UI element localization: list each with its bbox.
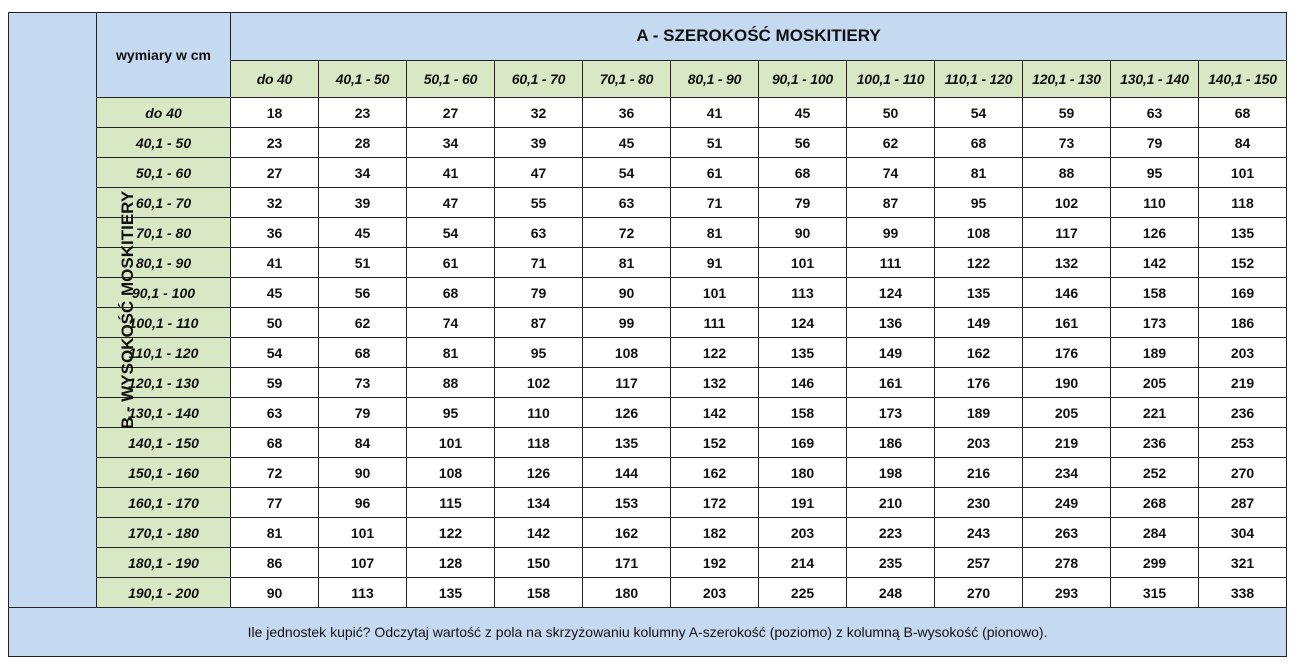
height-title: B - WYSOKOŚĆ MOSKITIERY <box>118 190 138 430</box>
table-cell: 81 <box>935 158 1023 188</box>
table-row <box>9 428 1287 458</box>
table-cell: 95 <box>1111 158 1199 188</box>
table-cell: 45 <box>759 98 847 128</box>
table-cell: 186 <box>847 428 935 458</box>
table-cell: 28 <box>319 128 407 158</box>
row-header: 40,1 - 50 <box>97 128 231 158</box>
table-cell: 189 <box>935 398 1023 428</box>
table-cell: 169 <box>1199 278 1287 308</box>
table-cell: 142 <box>1111 248 1199 278</box>
table-cell: 51 <box>671 128 759 158</box>
table-cell: 108 <box>935 218 1023 248</box>
table-cell: 81 <box>671 218 759 248</box>
table-row <box>9 548 1287 578</box>
table-cell: 263 <box>1023 518 1111 548</box>
row-header: 50,1 - 60 <box>97 158 231 188</box>
table-cell: 149 <box>935 308 1023 338</box>
table-cell: 72 <box>231 458 319 488</box>
table-cell: 219 <box>1023 428 1111 458</box>
table-cell: 96 <box>319 488 407 518</box>
row-header: 100,1 - 110 <box>97 308 231 338</box>
table-cell: 79 <box>319 398 407 428</box>
table-cell: 87 <box>847 188 935 218</box>
table-cell: 278 <box>1023 548 1111 578</box>
table-row <box>9 308 1287 338</box>
table-row <box>9 218 1287 248</box>
table-cell: 225 <box>759 578 847 608</box>
table-cell: 115 <box>407 488 495 518</box>
table-cell: 54 <box>407 218 495 248</box>
table-cell: 189 <box>1111 338 1199 368</box>
table-cell: 132 <box>671 368 759 398</box>
table-row <box>9 458 1287 488</box>
table-row <box>9 518 1287 548</box>
table-cell: 59 <box>1023 98 1111 128</box>
table-cell: 34 <box>319 158 407 188</box>
table-cell: 99 <box>847 218 935 248</box>
table-cell: 192 <box>671 548 759 578</box>
table-cell: 54 <box>583 158 671 188</box>
table-cell: 257 <box>935 548 1023 578</box>
table-cell: 135 <box>1199 218 1287 248</box>
table-cell: 32 <box>495 98 583 128</box>
table-cell: 144 <box>583 458 671 488</box>
table-cell: 158 <box>759 398 847 428</box>
row-header: 160,1 - 170 <box>97 488 231 518</box>
table-cell: 90 <box>319 458 407 488</box>
table-cell: 84 <box>319 428 407 458</box>
table-cell: 23 <box>319 98 407 128</box>
table-cell: 68 <box>759 158 847 188</box>
footer-row <box>9 608 1287 657</box>
table-cell: 287 <box>1199 488 1287 518</box>
table-cell: 79 <box>495 278 583 308</box>
table-cell: 111 <box>671 308 759 338</box>
table-cell: 142 <box>495 518 583 548</box>
table-cell: 128 <box>407 548 495 578</box>
table-cell: 90 <box>583 278 671 308</box>
table-row <box>9 188 1287 218</box>
row-header: 190,1 - 200 <box>97 578 231 608</box>
table-cell: 27 <box>231 158 319 188</box>
table-cell: 113 <box>759 278 847 308</box>
footer-note: Ile jednostek kupić? Odczytaj wartość z pola na skrzyżowaniu kolumny A-szerokość (poziomo) z kolumną B-wysokość (pionowo). <box>9 608 1287 657</box>
row-header: 110,1 - 120 <box>97 338 231 368</box>
table-cell: 210 <box>847 488 935 518</box>
table-cell: 87 <box>495 308 583 338</box>
column-header: 100,1 - 110 <box>847 60 935 97</box>
table-cell: 161 <box>847 368 935 398</box>
table-cell: 223 <box>847 518 935 548</box>
table-cell: 191 <box>759 488 847 518</box>
table-cell: 39 <box>319 188 407 218</box>
table-cell: 338 <box>1199 578 1287 608</box>
table-cell: 243 <box>935 518 1023 548</box>
table-cell: 122 <box>935 248 1023 278</box>
table-cell: 169 <box>759 428 847 458</box>
table-cell: 219 <box>1199 368 1287 398</box>
table-cell: 321 <box>1199 548 1287 578</box>
column-header: 140,1 - 150 <box>1199 60 1287 97</box>
table-cell: 74 <box>847 158 935 188</box>
corner-label: wymiary w cm <box>97 13 231 98</box>
table-cell: 61 <box>407 248 495 278</box>
table-cell: 88 <box>407 368 495 398</box>
table-row <box>9 98 1287 128</box>
table-cell: 68 <box>319 338 407 368</box>
column-header: 80,1 - 90 <box>671 60 759 97</box>
table-cell: 18 <box>231 98 319 128</box>
table-cell: 149 <box>847 338 935 368</box>
table-cell: 122 <box>671 338 759 368</box>
table-cell: 203 <box>1199 338 1287 368</box>
table-cell: 54 <box>231 338 319 368</box>
row-header: 180,1 - 190 <box>97 548 231 578</box>
table-cell: 63 <box>583 188 671 218</box>
table-cell: 173 <box>1111 308 1199 338</box>
table-cell: 95 <box>935 188 1023 218</box>
table-cell: 45 <box>231 278 319 308</box>
table-cell: 293 <box>1023 578 1111 608</box>
table-cell: 214 <box>759 548 847 578</box>
column-header: 40,1 - 50 <box>319 60 407 97</box>
table-cell: 63 <box>231 398 319 428</box>
table-row <box>9 338 1287 368</box>
table-cell: 182 <box>671 518 759 548</box>
table-cell: 136 <box>847 308 935 338</box>
size-table <box>8 12 1287 657</box>
table-cell: 84 <box>1199 128 1287 158</box>
table-cell: 108 <box>407 458 495 488</box>
table-cell: 162 <box>583 518 671 548</box>
table-cell: 110 <box>495 398 583 428</box>
table-cell: 111 <box>847 248 935 278</box>
table-row <box>9 158 1287 188</box>
row-header: 80,1 - 90 <box>97 248 231 278</box>
table-cell: 236 <box>1199 398 1287 428</box>
table-cell: 152 <box>671 428 759 458</box>
table-cell: 118 <box>495 428 583 458</box>
table-cell: 108 <box>583 338 671 368</box>
table-cell: 235 <box>847 548 935 578</box>
table-cell: 117 <box>583 368 671 398</box>
table-cell: 50 <box>847 98 935 128</box>
table-cell: 216 <box>935 458 1023 488</box>
table-cell: 161 <box>1023 308 1111 338</box>
table-cell: 162 <box>671 458 759 488</box>
table-cell: 146 <box>759 368 847 398</box>
table-cell: 126 <box>495 458 583 488</box>
table-cell: 203 <box>759 518 847 548</box>
table-cell: 39 <box>495 128 583 158</box>
table-cell: 158 <box>1111 278 1199 308</box>
table-cell: 180 <box>583 578 671 608</box>
table-cell: 77 <box>231 488 319 518</box>
table-cell: 68 <box>407 278 495 308</box>
table-cell: 68 <box>935 128 1023 158</box>
table-cell: 142 <box>671 398 759 428</box>
table-cell: 79 <box>759 188 847 218</box>
table-cell: 176 <box>935 368 1023 398</box>
table-cell: 41 <box>231 248 319 278</box>
table-row <box>9 248 1287 278</box>
row-header: 120,1 - 130 <box>97 368 231 398</box>
table-cell: 73 <box>1023 128 1111 158</box>
column-header: do 40 <box>231 60 319 97</box>
table-cell: 81 <box>231 518 319 548</box>
table-cell: 173 <box>847 398 935 428</box>
table-cell: 62 <box>319 308 407 338</box>
table-cell: 146 <box>1023 278 1111 308</box>
table-cell: 118 <box>1199 188 1287 218</box>
table-cell: 47 <box>407 188 495 218</box>
table-cell: 205 <box>1111 368 1199 398</box>
table-cell: 180 <box>759 458 847 488</box>
column-header: 110,1 - 120 <box>935 60 1023 97</box>
table-cell: 56 <box>319 278 407 308</box>
row-header: 90,1 - 100 <box>97 278 231 308</box>
table-cell: 68 <box>1199 98 1287 128</box>
table-cell: 268 <box>1111 488 1199 518</box>
table-cell: 122 <box>407 518 495 548</box>
table-cell: 71 <box>495 248 583 278</box>
table-cell: 205 <box>1023 398 1111 428</box>
table-cell: 171 <box>583 548 671 578</box>
table-row <box>9 578 1287 608</box>
table-row <box>9 488 1287 518</box>
table-cell: 107 <box>319 548 407 578</box>
column-header: 120,1 - 130 <box>1023 60 1111 97</box>
table-cell: 270 <box>1199 458 1287 488</box>
table-cell: 90 <box>231 578 319 608</box>
table-cell: 102 <box>495 368 583 398</box>
table-cell: 51 <box>319 248 407 278</box>
table-row <box>9 278 1287 308</box>
table-cell: 299 <box>1111 548 1199 578</box>
table-cell: 113 <box>319 578 407 608</box>
table-cell: 253 <box>1199 428 1287 458</box>
table-cell: 55 <box>495 188 583 218</box>
table-cell: 71 <box>671 188 759 218</box>
table-cell: 304 <box>1199 518 1287 548</box>
table-cell: 68 <box>231 428 319 458</box>
column-header: 130,1 - 140 <box>1111 60 1199 97</box>
table-cell: 135 <box>935 278 1023 308</box>
table-cell: 158 <box>495 578 583 608</box>
table-cell: 79 <box>1111 128 1199 158</box>
table-cell: 135 <box>407 578 495 608</box>
table-cell: 23 <box>231 128 319 158</box>
table-cell: 126 <box>1111 218 1199 248</box>
row-header: 70,1 - 80 <box>97 218 231 248</box>
table-cell: 124 <box>847 278 935 308</box>
table-cell: 72 <box>583 218 671 248</box>
table-cell: 203 <box>935 428 1023 458</box>
table-cell: 230 <box>935 488 1023 518</box>
height-title-cell <box>9 13 138 608</box>
table-cell: 101 <box>407 428 495 458</box>
row-header: 140,1 - 150 <box>97 428 231 458</box>
table-cell: 152 <box>1199 248 1287 278</box>
table-cell: 101 <box>319 518 407 548</box>
table-row <box>9 398 1287 428</box>
table-cell: 101 <box>759 248 847 278</box>
row-header: do 40 <box>97 98 231 128</box>
table-cell: 62 <box>847 128 935 158</box>
table-cell: 59 <box>231 368 319 398</box>
column-header: 60,1 - 70 <box>495 60 583 97</box>
table-cell: 236 <box>1111 428 1199 458</box>
table-cell: 88 <box>1023 158 1111 188</box>
row-header: 60,1 - 70 <box>97 188 231 218</box>
table-cell: 270 <box>935 578 1023 608</box>
table-cell: 63 <box>1111 98 1199 128</box>
table-cell: 95 <box>407 398 495 428</box>
width-title: A - SZEROKOŚĆ MOSKITIERY <box>231 13 1287 61</box>
table-cell: 176 <box>1023 338 1111 368</box>
table-cell: 110 <box>1111 188 1199 218</box>
table-cell: 101 <box>671 278 759 308</box>
table-cell: 172 <box>671 488 759 518</box>
table-cell: 101 <box>1199 158 1287 188</box>
table-cell: 90 <box>759 218 847 248</box>
table-row <box>9 128 1287 158</box>
table-cell: 63 <box>495 218 583 248</box>
table-cell: 234 <box>1023 458 1111 488</box>
table-cell: 41 <box>407 158 495 188</box>
table-cell: 117 <box>1023 218 1111 248</box>
table-cell: 134 <box>495 488 583 518</box>
table-cell: 27 <box>407 98 495 128</box>
table-cell: 50 <box>231 308 319 338</box>
table-cell: 124 <box>759 308 847 338</box>
table-cell: 45 <box>319 218 407 248</box>
table-cell: 150 <box>495 548 583 578</box>
table-cell: 74 <box>407 308 495 338</box>
table-cell: 315 <box>1111 578 1199 608</box>
row-header: 130,1 - 140 <box>97 398 231 428</box>
column-header: 70,1 - 80 <box>583 60 671 97</box>
table-cell: 61 <box>671 158 759 188</box>
table-cell: 81 <box>407 338 495 368</box>
table-cell: 249 <box>1023 488 1111 518</box>
table-cell: 54 <box>935 98 1023 128</box>
table-cell: 86 <box>231 548 319 578</box>
table-cell: 186 <box>1199 308 1287 338</box>
table-cell: 102 <box>1023 188 1111 218</box>
column-header: 90,1 - 100 <box>759 60 847 97</box>
table-cell: 91 <box>671 248 759 278</box>
table-cell: 252 <box>1111 458 1199 488</box>
table-cell: 36 <box>231 218 319 248</box>
table-cell: 135 <box>583 428 671 458</box>
table-cell: 95 <box>495 338 583 368</box>
table-cell: 162 <box>935 338 1023 368</box>
table-cell: 190 <box>1023 368 1111 398</box>
table-row <box>9 368 1287 398</box>
table-cell: 34 <box>407 128 495 158</box>
table-cell: 153 <box>583 488 671 518</box>
table-cell: 284 <box>1111 518 1199 548</box>
table-cell: 248 <box>847 578 935 608</box>
table-cell: 99 <box>583 308 671 338</box>
table-cell: 203 <box>671 578 759 608</box>
table-cell: 47 <box>495 158 583 188</box>
table-cell: 198 <box>847 458 935 488</box>
table-cell: 81 <box>583 248 671 278</box>
table-cell: 221 <box>1111 398 1199 428</box>
table-cell: 36 <box>583 98 671 128</box>
table-cell: 73 <box>319 368 407 398</box>
row-header: 150,1 - 160 <box>97 458 231 488</box>
table-cell: 56 <box>759 128 847 158</box>
table-cell: 41 <box>671 98 759 128</box>
column-header: 50,1 - 60 <box>407 60 495 97</box>
table-cell: 135 <box>759 338 847 368</box>
table-cell: 32 <box>231 188 319 218</box>
table-cell: 45 <box>583 128 671 158</box>
table-cell: 126 <box>583 398 671 428</box>
table-cell: 132 <box>1023 248 1111 278</box>
row-header: 170,1 - 180 <box>97 518 231 548</box>
